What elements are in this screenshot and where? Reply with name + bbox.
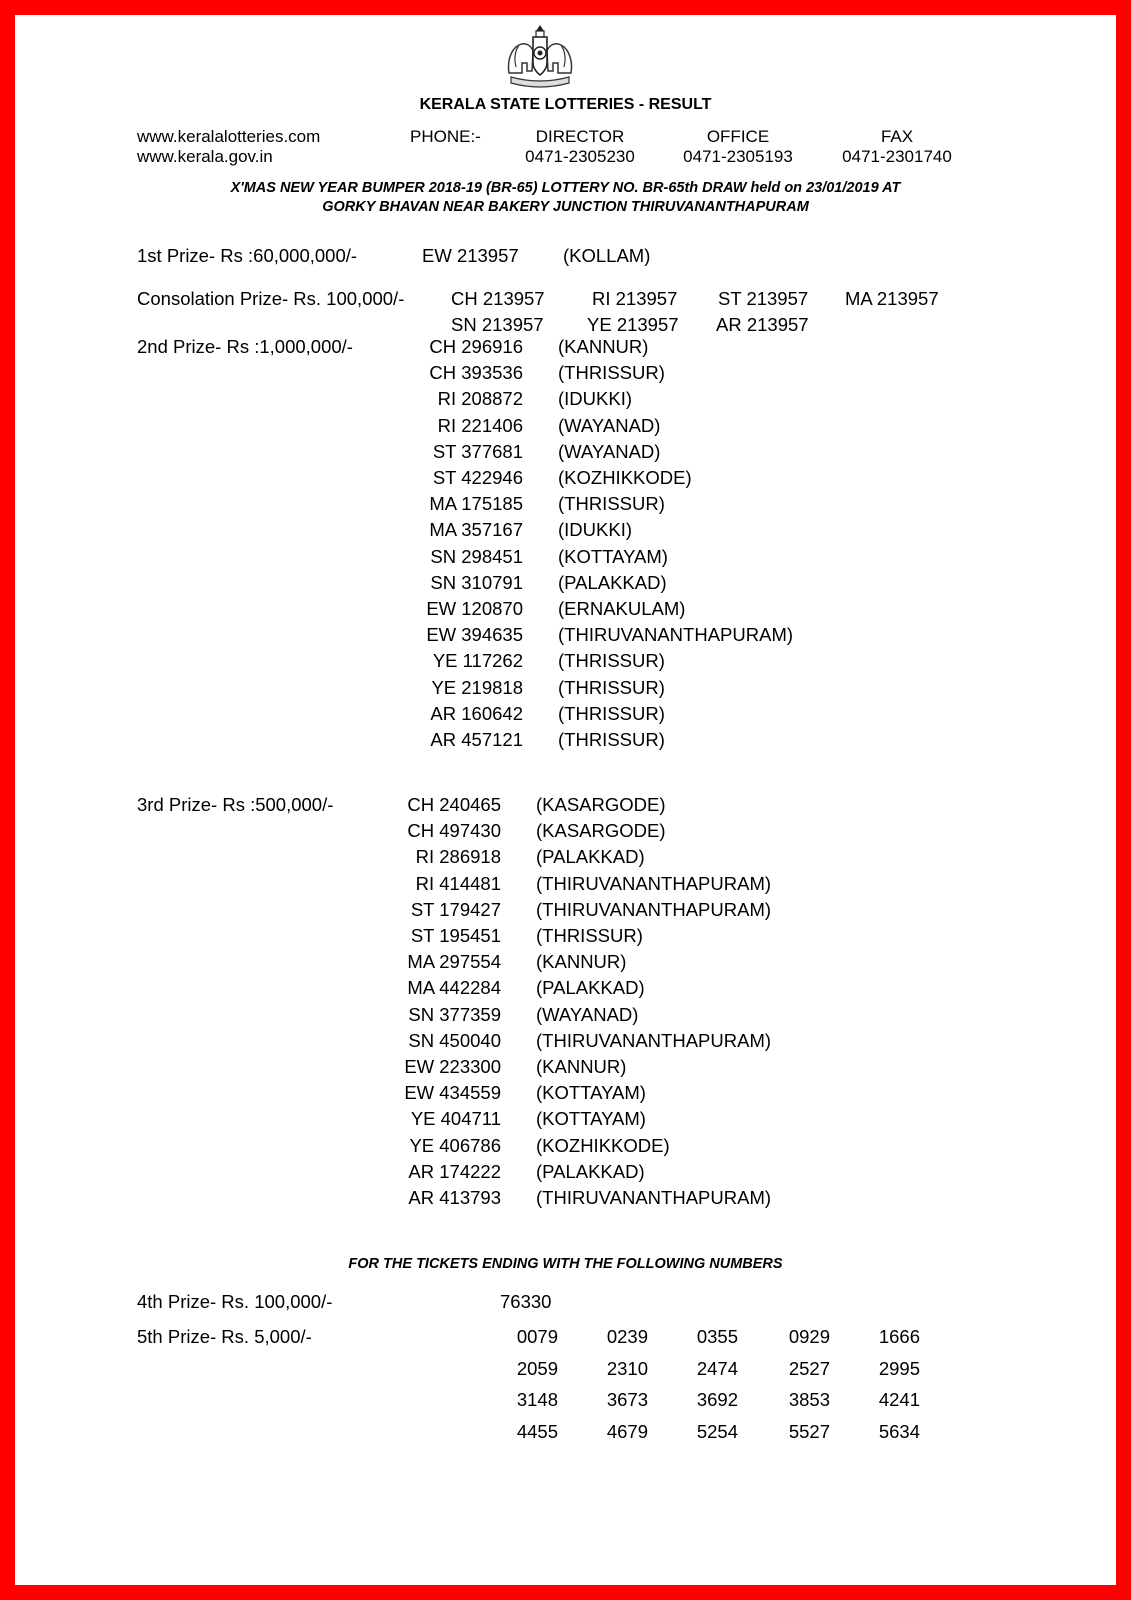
winner-place: (PALAKKAD) <box>536 1161 645 1182</box>
consolation-ticket: YE 213957 <box>587 314 679 335</box>
winner-ticket: EW 394635 <box>426 624 523 645</box>
winner-ticket: ST 377681 <box>432 441 523 462</box>
consolation-ticket: CH 213957 <box>451 288 545 309</box>
winner-ticket: RI 286918 <box>415 846 501 867</box>
winner-ticket: AR 174222 <box>408 1161 501 1182</box>
ending-number: 2474 <box>696 1357 738 1379</box>
first-prize-ticket: EW 213957 <box>422 245 519 266</box>
fourth-prize-label: 4th Prize- Rs. 100,000/- <box>137 1291 333 1312</box>
office-phone: 0471-2305193 <box>683 147 793 166</box>
winner-ticket: SN 310791 <box>430 572 523 593</box>
winner-place: (THRISSUR) <box>558 677 665 698</box>
result-sheet <box>15 15 1116 1585</box>
winner-place: (THIRUVANANTHAPURAM) <box>536 1187 772 1208</box>
winner-ticket: SN 450040 <box>408 1030 501 1051</box>
winner-ticket: MA 297554 <box>407 951 501 972</box>
winner-place: (PALAKKAD) <box>536 977 645 998</box>
ending-number: 2310 <box>606 1357 648 1379</box>
winner-ticket: YE 406786 <box>409 1135 501 1156</box>
winner-place: (THRISSUR) <box>558 703 665 724</box>
winner-place: (THIRUVANANTHAPURAM) <box>558 624 794 645</box>
winner-place: (KASARGODE) <box>536 820 666 841</box>
winner-place: (PALAKKAD) <box>558 572 667 593</box>
winner-place: (KANNUR) <box>558 336 649 357</box>
winner-ticket: CH 296916 <box>429 336 523 357</box>
winner-ticket: YE 117262 <box>432 650 523 671</box>
winner-ticket: ST 422946 <box>432 467 523 488</box>
phone-label: PHONE:- <box>410 127 481 146</box>
fifth-prize-label: 5th Prize- Rs. 5,000/- <box>137 1326 312 1347</box>
winner-place: (THRISSUR) <box>558 362 665 383</box>
winner-place: (KOTTAYAM) <box>558 546 668 567</box>
winner-place: (KOZHIKKODE) <box>558 467 692 488</box>
winner-ticket: ST 179427 <box>410 899 501 920</box>
winner-ticket: AR 160642 <box>430 703 523 724</box>
winner-ticket: RI 221406 <box>437 415 523 436</box>
winner-ticket: EW 120870 <box>426 598 523 619</box>
winner-place: (THRISSUR) <box>558 650 665 671</box>
draw-subtitle-line2: GORKY BHAVAN NEAR BAKERY JUNCTION THIRUVANANTHAPURAM <box>322 199 809 215</box>
consolation-ticket: SN 213957 <box>451 314 544 335</box>
winner-ticket: RI 414481 <box>415 873 501 894</box>
ending-number: 3853 <box>788 1389 830 1410</box>
winner-ticket: SN 377359 <box>408 1004 501 1025</box>
office-label: OFFICE <box>706 127 770 146</box>
ending-number: 4241 <box>878 1389 920 1410</box>
winner-place: (THRISSUR) <box>558 493 665 514</box>
draw-subtitle-line1: X'MAS NEW YEAR BUMPER 2018-19 (BR-65) LOTTERY NO. BR-65th DRAW held on 23/01/2019 AT <box>230 180 901 196</box>
ending-number: 5527 <box>788 1420 830 1442</box>
winner-place: (WAYANAD) <box>536 1004 639 1025</box>
ending-number: 2995 <box>878 1357 920 1379</box>
winner-place: (PALAKKAD) <box>536 846 645 867</box>
ending-number: 3148 <box>516 1389 558 1410</box>
winner-place: (IDUKKI) <box>558 519 632 540</box>
consolation-ticket: ST 213957 <box>718 288 809 309</box>
kerala-state-emblem-icon <box>505 23 575 91</box>
winner-ticket: MA 175185 <box>429 493 523 514</box>
winner-ticket: CH 240465 <box>407 794 501 815</box>
first-prize-label: 1st Prize- Rs :60,000,000/- <box>137 245 358 266</box>
ending-number: 0929 <box>788 1326 830 1347</box>
ending-number: 0239 <box>606 1326 648 1347</box>
director-label: DIRECTOR <box>535 127 625 146</box>
winner-ticket: CH 497430 <box>407 820 501 841</box>
winner-place: (THIRUVANANTHAPURAM) <box>536 1030 772 1051</box>
winner-ticket: YE 219818 <box>431 677 523 698</box>
winner-place: (THIRUVANANTHAPURAM) <box>536 899 772 920</box>
ending-number: 2527 <box>788 1357 830 1379</box>
winner-ticket: MA 357167 <box>429 519 523 540</box>
ending-number: 2059 <box>516 1357 558 1379</box>
winner-ticket: YE 404711 <box>410 1108 501 1129</box>
website-link-2: www.kerala.gov.in <box>137 147 273 166</box>
consolation-ticket: AR 213957 <box>716 314 809 335</box>
fourth-prize-number: 76330 <box>500 1291 552 1312</box>
winner-ticket: ST 195451 <box>410 925 501 946</box>
fax-number: 0471-2301740 <box>842 147 952 166</box>
winner-place: (KOTTAYAM) <box>536 1082 646 1103</box>
consolation-prize-label: Consolation Prize- Rs. 100,000/- <box>137 288 405 309</box>
fax-label: FAX <box>880 127 914 146</box>
ending-number: 0355 <box>696 1326 738 1347</box>
winner-ticket: SN 298451 <box>430 546 523 567</box>
winner-ticket: AR 457121 <box>430 729 523 750</box>
winner-place: (KASARGODE) <box>536 794 666 815</box>
winner-place: (IDUKKI) <box>558 388 632 409</box>
consolation-ticket: RI 213957 <box>592 288 678 309</box>
winner-ticket: EW 223300 <box>404 1056 501 1077</box>
second-prize-label: 2nd Prize- Rs :1,000,000/- <box>137 336 353 357</box>
winner-ticket: CH 393536 <box>429 362 523 383</box>
winner-place: (THRISSUR) <box>558 729 665 750</box>
winner-ticket: MA 442284 <box>407 977 501 998</box>
ending-number: 4455 <box>516 1420 558 1442</box>
winner-ticket: AR 413793 <box>408 1187 501 1208</box>
winner-place: (THRISSUR) <box>536 925 643 946</box>
consolation-ticket: MA 213957 <box>845 288 939 309</box>
winner-place: (KOZHIKKODE) <box>536 1135 670 1156</box>
ending-number: 3692 <box>696 1389 738 1410</box>
winner-place: (KANNUR) <box>536 951 627 972</box>
winner-place: (WAYANAD) <box>558 441 661 462</box>
ending-number: 5254 <box>696 1420 738 1442</box>
ending-number: 1666 <box>878 1326 920 1347</box>
winner-place: (KANNUR) <box>536 1056 627 1077</box>
winner-place: (ERNAKULAM) <box>558 598 686 619</box>
ending-number: 5634 <box>878 1420 920 1442</box>
winner-place: (WAYANAD) <box>558 415 661 436</box>
endings-heading: FOR THE TICKETS ENDING WITH THE FOLLOWING NUMBERS <box>348 1256 783 1272</box>
third-prize-label: 3rd Prize- Rs :500,000/- <box>137 794 334 815</box>
winner-place: (KOTTAYAM) <box>536 1108 646 1129</box>
winner-ticket: EW 434559 <box>404 1082 501 1103</box>
ending-number: 0079 <box>516 1326 558 1347</box>
website-link-1: www.keralalotteries.com <box>137 127 321 146</box>
page-title: KERALA STATE LOTTERIES - RESULT <box>419 96 712 113</box>
ending-number: 3673 <box>606 1389 648 1410</box>
winner-place: (THIRUVANANTHAPURAM) <box>536 873 772 894</box>
first-prize-place: (KOLLAM) <box>563 245 651 266</box>
director-phone: 0471-2305230 <box>525 147 635 166</box>
winner-ticket: RI 208872 <box>437 388 523 409</box>
ending-number: 4679 <box>606 1420 648 1442</box>
